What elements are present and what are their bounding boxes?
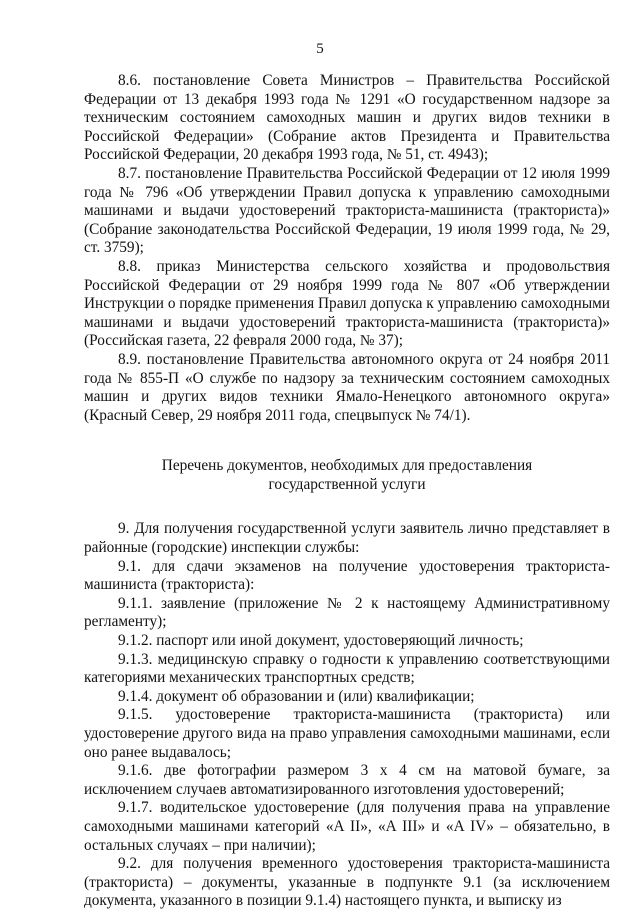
paragraph-9-1-6: 9.1.6. две фотографии размером 3 x 4 см на матовой бумаге, за исключением случаев автоматизированного изготовления удостоверений; bbox=[84, 762, 610, 798]
paragraph-9-1-5: 9.1.5. удостоверение тракториста-машиниста (тракториста) или удостоверение другого вида на право управления самоходными машинами, если оно ранее выдавалось; bbox=[84, 706, 610, 761]
section-title bbox=[84, 457, 610, 494]
paragraph-9-1-2: 9.1.2. паспорт или иной документ, удостоверяющий личность; bbox=[118, 632, 524, 650]
paragraph-9-1-4: 9.1.4. документ об образовании и (или) квалификации; bbox=[118, 687, 475, 705]
section-title-line-2: государственной услуги bbox=[268, 475, 426, 493]
paragraph-9-1-3: 9.1.3. медицинскую справку о годности к управлению соответствующими категориями механических транспортных средств; bbox=[84, 650, 610, 687]
document-body bbox=[84, 72, 610, 911]
paragraph-9-1-7: 9.1.7. водительское удостоверение (для получения права на управление самоходными машинами категорий «A II», «A III» и «A IV» – обязательно, в остальных случаях – при наличии); bbox=[84, 799, 610, 854]
paragraph-9-1: 9.1. для сдачи экзаменов на получение удостоверения тракториста-машиниста (тракториста): bbox=[84, 557, 610, 594]
section-title-line-1: Перечень документов, необходимых для предоставления bbox=[161, 457, 533, 475]
paragraph-9: 9. Для получения государственной услуги заявитель лично представляет в районные (городские) инспекции службы: bbox=[84, 520, 610, 557]
paragraph-9-1-1: 9.1.1. заявление (приложение № 2 к настоящему Административному регламенту); bbox=[84, 594, 610, 631]
paragraph-8-9: 8.9. постановление Правительства автономного округа от 24 ноября 2011 года № 855-П «О службе по надзору за техническим состоянием самоходных машин и других видов техники Ямало-Ненецкого автономного округа» (Красный Север, 29 ноября 2011 года, спецвыпуск № 74/1). bbox=[84, 350, 610, 424]
paragraph-9-2: 9.2. для получения временного удостоверения тракториста-машиниста (тракториста) – документы, указанные в подпункте 9.1 (за исключением документа, указанного в позиции 9.1.4) настоящего пункта, и выписку из bbox=[84, 855, 610, 910]
paragraph-8-8: 8.8. приказ Министерства сельского хозяйства и продовольствия Российской Федерации от 29 ноября 1999 года № 807 «Об утверждении Инструкции о порядке применения Правил допуска к управлению самоходными машинами и выдачи удостоверений тракториста-машиниста (тракториста)» (Российская газета, 22 февраля 2000 года, № 37); bbox=[84, 257, 610, 350]
page-number: 5 bbox=[316, 41, 324, 57]
paragraph-8-7: 8.7. постановление Правительства Российской Федерации от 12 июля 1999 года № 796 «Об утверждении Правил допуска к управлению самоходными машинами и выдачи удостоверений тракториста-машиниста (тракториста)» (Собрание законодательства Российской Федерации, 19 июля 1999 года, № 29, ст. 3759); bbox=[84, 164, 610, 257]
paragraph-8-6: 8.6. постановление Совета Министров – Правительства Российской Федерации от 13 декабря 1993 года № 1291 «О государственном надзоре за техническим состоянием самоходных машин и других видов техники в Российской Федерации» (Собрание актов Президента и Правительства Российской Федерации, 20 декабря 1993 года, № 51, ст. 4943); bbox=[84, 72, 610, 164]
